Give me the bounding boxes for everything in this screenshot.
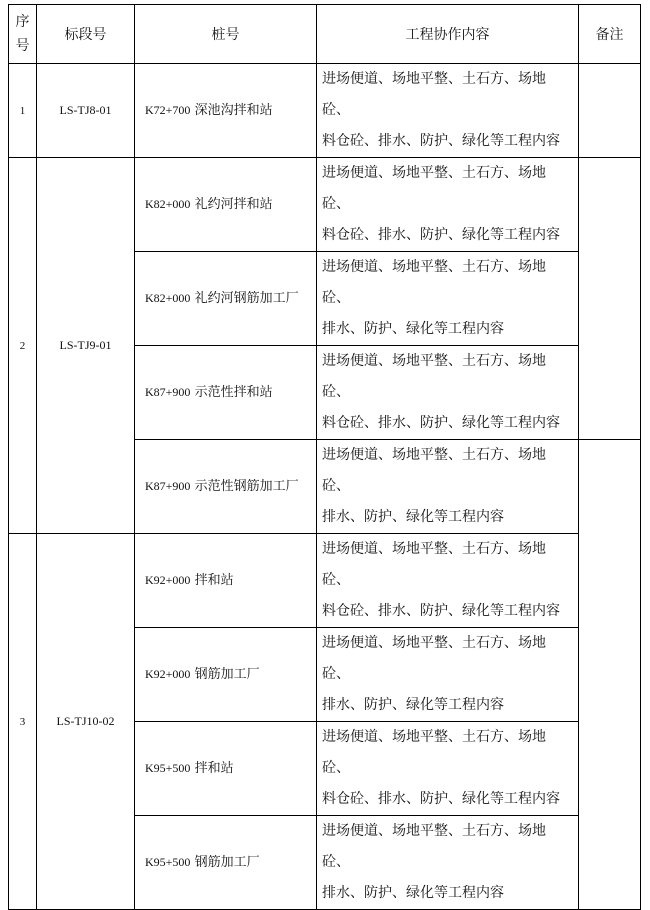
content-line: 进场便道、场地平整、土石方、场地砼、 xyxy=(322,635,546,682)
stake-cell xyxy=(135,64,317,158)
header-stake: 桩号 xyxy=(135,5,317,64)
stake-name: 深池沟拌和站 xyxy=(194,103,273,118)
stake-code: K92+000 xyxy=(145,573,191,587)
stake-code: K72+700 xyxy=(145,103,191,117)
content-line: 料仓砼、排水、防护、绿化等工程内容 xyxy=(322,603,560,619)
content-line: 料仓砼、排水、防护、绿化等工程内容 xyxy=(322,133,560,149)
stake-cell xyxy=(135,158,317,252)
content-cell xyxy=(317,628,579,722)
header-seq xyxy=(9,5,37,64)
header-section: 标段号 xyxy=(37,5,135,64)
content-cell xyxy=(317,440,579,534)
stake-name: 拌和站 xyxy=(194,761,234,776)
cooperation-table xyxy=(8,4,641,910)
content-line: 料仓砼、排水、防护、绿化等工程内容 xyxy=(322,227,560,243)
content-line: 进场便道、场地平整、土石方、场地砼、 xyxy=(322,447,546,494)
seq-cell: 2 xyxy=(9,158,37,534)
section-cell: LS-TJ10-02 xyxy=(37,534,135,910)
stake-code: K87+900 xyxy=(145,385,191,399)
content-cell xyxy=(317,722,579,816)
stake-name: 礼约河拌和站 xyxy=(194,197,273,212)
content-cell xyxy=(317,534,579,628)
content-cell xyxy=(317,64,579,158)
content-line: 进场便道、场地平整、土石方、场地砼、 xyxy=(322,729,546,776)
stake-cell xyxy=(135,628,317,722)
content-line: 排水、防护、绿化等工程内容 xyxy=(322,509,504,525)
stake-name: 钢筋加工厂 xyxy=(194,855,260,870)
content-line: 进场便道、场地平整、土石方、场地砼、 xyxy=(322,353,546,400)
content-line: 排水、防护、绿化等工程内容 xyxy=(322,885,504,901)
section-cell: LS-TJ8-01 xyxy=(37,64,135,158)
header-seq-line1: 序 xyxy=(15,14,30,30)
content-line: 排水、防护、绿化等工程内容 xyxy=(322,321,504,337)
table-row xyxy=(9,64,641,158)
content-cell xyxy=(317,346,579,440)
header-row xyxy=(9,5,641,64)
content-cell xyxy=(317,158,579,252)
seq-cell: 1 xyxy=(9,64,37,158)
note-cell xyxy=(579,64,641,158)
stake-code: K95+500 xyxy=(145,855,191,869)
table-row xyxy=(9,158,641,252)
section-cell: LS-TJ9-01 xyxy=(37,158,135,534)
content-line: 进场便道、场地平整、土石方、场地砼、 xyxy=(322,259,546,306)
stake-name: 示范性钢筋加工厂 xyxy=(194,479,299,494)
stake-name: 钢筋加工厂 xyxy=(194,667,260,682)
stake-cell xyxy=(135,440,317,534)
content-line: 进场便道、场地平整、土石方、场地砼、 xyxy=(322,823,546,870)
stake-name: 拌和站 xyxy=(194,573,234,588)
note-cell xyxy=(579,440,641,910)
header-note: 备注 xyxy=(579,5,641,64)
content-line: 料仓砼、排水、防护、绿化等工程内容 xyxy=(322,791,560,807)
stake-code: K87+900 xyxy=(145,479,191,493)
stake-cell xyxy=(135,534,317,628)
stake-cell xyxy=(135,722,317,816)
header-content: 工程协作内容 xyxy=(317,5,579,64)
stake-code: K92+000 xyxy=(145,667,191,681)
content-cell xyxy=(317,816,579,910)
stake-code: K82+000 xyxy=(145,197,191,211)
content-cell xyxy=(317,252,579,346)
content-line: 进场便道、场地平整、土石方、场地砼、 xyxy=(322,165,546,212)
seq-cell: 3 xyxy=(9,534,37,910)
stake-cell xyxy=(135,346,317,440)
stake-cell xyxy=(135,252,317,346)
table-row xyxy=(9,534,641,628)
note-cell xyxy=(579,158,641,440)
stake-cell xyxy=(135,816,317,910)
header-seq-line2: 号 xyxy=(15,38,30,54)
content-line: 进场便道、场地平整、土石方、场地砼、 xyxy=(322,71,546,118)
stake-name: 礼约河钢筋加工厂 xyxy=(194,291,299,306)
stake-name: 示范性拌和站 xyxy=(194,385,273,400)
content-line: 排水、防护、绿化等工程内容 xyxy=(322,697,504,713)
stake-code: K82+000 xyxy=(145,291,191,305)
content-line: 料仓砼、排水、防护、绿化等工程内容 xyxy=(322,415,560,431)
content-line: 进场便道、场地平整、土石方、场地砼、 xyxy=(322,541,546,588)
stake-code: K95+500 xyxy=(145,761,191,775)
